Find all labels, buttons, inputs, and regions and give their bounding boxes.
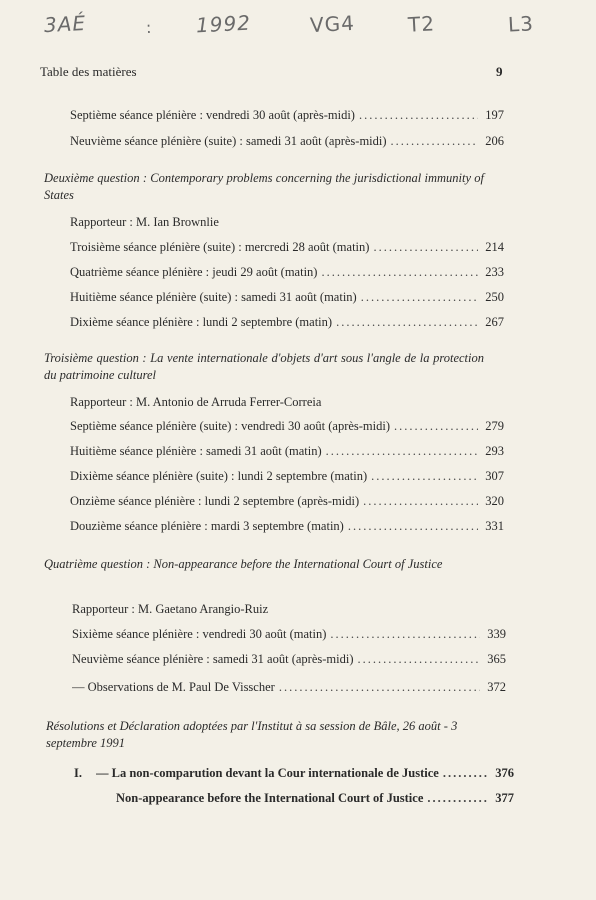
leader-dots bbox=[443, 766, 488, 781]
handwritten-note: VG4 bbox=[309, 10, 356, 38]
section-title: Quatrième question : Non-appearance before the International Court of Justice bbox=[44, 557, 443, 571]
resolution-numeral: I. bbox=[74, 766, 82, 780]
toc-entry-page: 365 bbox=[487, 652, 506, 666]
toc-entry bbox=[70, 519, 504, 534]
toc-entry-text: — La non-comparution devant la Cour internationale de Justice bbox=[96, 766, 439, 780]
leader-dots bbox=[330, 627, 480, 642]
running-header-page-number: 9 bbox=[496, 64, 503, 79]
toc-entry-page: 339 bbox=[487, 627, 506, 641]
toc-entry-text: Dixième séance plénière : lundi 2 septembre (matin) bbox=[70, 315, 333, 329]
running-header-title: Table des matières bbox=[40, 64, 137, 79]
toc-entry-text: Neuvième séance plénière (suite) : samedi 31 août (après-midi) bbox=[70, 134, 387, 148]
leader-dots bbox=[348, 519, 478, 534]
toc-entry-text: Sixième séance plénière : vendredi 30 août (matin) bbox=[72, 627, 327, 641]
leader-dots bbox=[326, 444, 478, 459]
toc-entry-text: Onzième séance plénière : lundi 2 septembre (après-midi) bbox=[70, 494, 360, 508]
toc-entry bbox=[70, 240, 504, 255]
toc-entry-text: Septième séance plénière : vendredi 30 août (après-midi) bbox=[70, 108, 355, 122]
leader-dots bbox=[371, 469, 478, 484]
leader-dots bbox=[359, 108, 478, 123]
toc-entry bbox=[72, 680, 506, 695]
toc-entry-text: Septième séance plénière (suite) : vendredi 30 août (après-midi) bbox=[70, 419, 391, 433]
toc-entry-page: 279 bbox=[485, 419, 504, 433]
toc-entry bbox=[70, 265, 504, 280]
leader-dots bbox=[279, 680, 480, 695]
resolutions-title: Résolutions et Déclaration adoptées par l'Institut à sa session de Bâle, 26 août - 3 septembre 1991 bbox=[46, 719, 458, 750]
toc-entry-text: Dixième séance plénière (suite) : lundi 2 septembre (matin) bbox=[70, 469, 368, 483]
toc-entry bbox=[70, 469, 504, 484]
toc-entry-page: 331 bbox=[485, 519, 504, 533]
handwritten-note: : bbox=[145, 17, 153, 38]
toc-entry-page: 376 bbox=[495, 766, 514, 780]
toc-entry-text: Quatrième séance plénière : jeudi 29 août (matin) bbox=[70, 265, 318, 279]
toc-entry bbox=[70, 290, 504, 305]
toc-entry bbox=[96, 766, 514, 781]
handwritten-note: 1992 bbox=[195, 10, 252, 38]
toc-entry-page: 377 bbox=[495, 791, 514, 805]
leader-dots bbox=[321, 265, 478, 280]
leader-dots bbox=[363, 494, 478, 509]
rapporteur: Rapporteur : M. Ian Brownlie bbox=[70, 215, 219, 229]
toc-entry-page: 372 bbox=[487, 680, 506, 694]
leader-dots bbox=[427, 791, 488, 806]
toc-entry-page: 307 bbox=[485, 469, 504, 483]
rapporteur: Rapporteur : M. Gaetano Arangio-Ruiz bbox=[72, 602, 269, 616]
toc-entry-text: Douzième séance plénière : mardi 3 septembre (matin) bbox=[70, 519, 344, 533]
toc-entry-page: 250 bbox=[485, 290, 504, 304]
leader-dots bbox=[336, 315, 478, 330]
toc-entry bbox=[70, 419, 504, 434]
leader-dots bbox=[357, 652, 480, 667]
toc-entry-page: 197 bbox=[485, 108, 504, 122]
toc-entry-text: Troisième séance plénière (suite) : mercredi 28 août (matin) bbox=[70, 240, 370, 254]
handwritten-note: 3AÉ bbox=[43, 10, 87, 38]
leader-dots bbox=[391, 134, 478, 149]
toc-entry bbox=[70, 494, 504, 509]
toc-entry-text: Neuvième séance plénière : samedi 31 août (après-midi) bbox=[72, 652, 354, 666]
toc-entry bbox=[116, 791, 514, 806]
toc-entry-page: 214 bbox=[485, 240, 504, 254]
toc-entry-page: 206 bbox=[485, 134, 504, 148]
toc-entry bbox=[72, 652, 506, 667]
toc-entry-page: 267 bbox=[485, 315, 504, 329]
toc-entry bbox=[70, 444, 504, 459]
toc-entry bbox=[70, 134, 504, 149]
leader-dots bbox=[373, 240, 478, 255]
toc-entry bbox=[70, 108, 504, 123]
section-title: Deuxième question : Contemporary problems concerning the jurisdictional immunity of States bbox=[44, 171, 484, 202]
toc-entry-page: 320 bbox=[485, 494, 504, 508]
handwritten-note: L3 bbox=[507, 11, 535, 37]
handwritten-note: T2 bbox=[407, 11, 436, 37]
toc-entry-text: Non-appearance before the International Court of Justice bbox=[116, 791, 424, 805]
rapporteur: Rapporteur : M. Antonio de Arruda Ferrer-Correia bbox=[70, 395, 322, 409]
toc-entry-text: Huitième séance plénière (suite) : samedi 31 août (matin) bbox=[70, 290, 357, 304]
toc-entry bbox=[70, 315, 504, 330]
leader-dots bbox=[394, 419, 478, 434]
toc-entry bbox=[72, 627, 506, 642]
toc-entry-text: — Observations de M. Paul De Visscher bbox=[72, 680, 275, 694]
leader-dots bbox=[361, 290, 478, 305]
toc-entry-page: 293 bbox=[485, 444, 504, 458]
toc-entry-text: Huitième séance plénière : samedi 31 août (matin) bbox=[70, 444, 322, 458]
section-title: Troisième question : La vente internationale d'objets d'art sous l'angle de la protection du patrimoine culturel bbox=[44, 351, 484, 382]
toc-entry-page: 233 bbox=[485, 265, 504, 279]
